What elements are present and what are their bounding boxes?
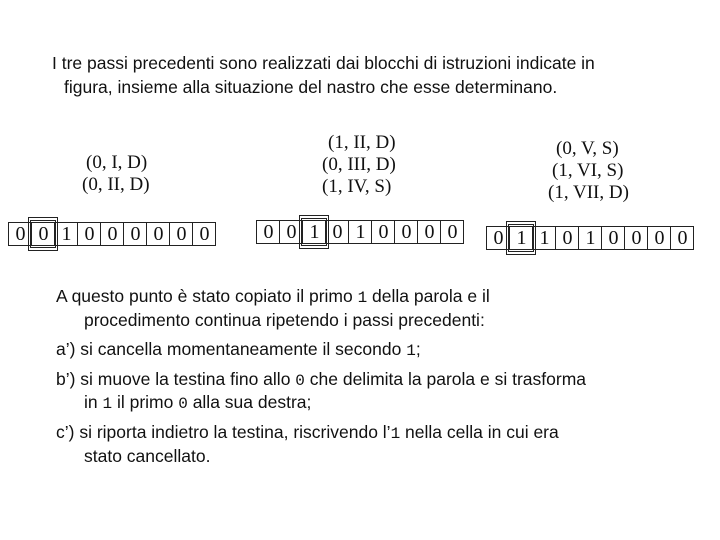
tape-cell: 1 [539,227,550,249]
tape-cell: 0 [107,223,118,245]
tape-cell: 0 [654,227,665,249]
paragraph-copied: A questo punto è stato copiato il primo 1 della parola e il [56,286,490,307]
tape-cell: 1 [309,221,320,243]
instruction-line: (0, II, D) [82,174,150,195]
tape-head-marker-inner [301,218,327,246]
tape-cell: 0 [562,227,573,249]
instruction-line: (1, VII, D) [548,182,629,203]
tape-cell: 0 [447,221,458,243]
tape-1 [8,222,216,246]
tape-cell: 0 [84,223,95,245]
instruction-block-2 [322,132,396,198]
intro-line-2: figura, insieme alla situazione del nastro che esse determinano. [64,77,558,97]
code-one: 1 [357,289,368,307]
tape-2 [256,220,464,244]
tape-cell: 0 [130,223,141,245]
tape-cell: 0 [378,221,389,243]
tape-cell: 0 [424,221,435,243]
tape-head-marker-inner [508,224,534,252]
instruction-line: (0, III, D) [322,154,396,175]
tape-cell: 0 [38,223,49,245]
code-one: 1 [390,425,401,443]
instruction-block-3 [548,138,629,204]
step-b-line-2: in 1 il primo 0 alla sua destra; [84,392,312,413]
tape-cell: 0 [176,223,187,245]
instruction-line: (0, V, S) [556,138,619,159]
tape-cell: 0 [608,227,619,249]
tape-3 [486,226,694,250]
paragraph-copied-line-2: procedimento continua ripetendo i passi precedenti: [84,310,485,330]
step-a: a’) si cancella momentaneamente il secondo 1; [56,339,421,360]
tape-cell: 0 [153,223,164,245]
instruction-block-1 [82,152,150,196]
tape-cell: 0 [677,227,688,249]
tape-cell: 0 [286,221,297,243]
step-c: c’) si riporta indietro la testina, riscrivendo l’1 nella cella in cui era [56,422,559,443]
tape-cell: 0 [493,227,504,249]
intro-line-1: I tre passi precedenti sono realizzati dai blocchi di istruzioni indicate in [52,53,595,73]
instruction-line: (0, I, D) [86,152,148,173]
code-one: 1 [406,342,416,360]
tape-cell: 0 [631,227,642,249]
tape-cell: 1 [61,223,72,245]
step-b: b’) si muove la testina fino allo 0 che delimita la parola e si trasforma [56,369,586,390]
tape-cell: 1 [355,221,366,243]
tape-cell: 0 [199,223,210,245]
tape-cell: 0 [401,221,412,243]
code-zero: 0 [178,395,188,413]
instruction-line: (1, VI, S) [552,160,624,181]
instruction-line: (1, II, D) [328,132,396,153]
instruction-line: (1, IV, S) [322,176,392,197]
step-c-line-2: stato cancellato. [84,446,211,466]
tape-cell: 0 [15,223,26,245]
code-zero: 0 [295,372,305,390]
tape-cell: 0 [263,221,274,243]
tape-cell: 0 [332,221,343,243]
tape-cell: 1 [585,227,596,249]
tape-cell: 1 [516,227,527,249]
code-one: 1 [102,395,113,413]
tape-head-marker-inner [30,220,56,248]
